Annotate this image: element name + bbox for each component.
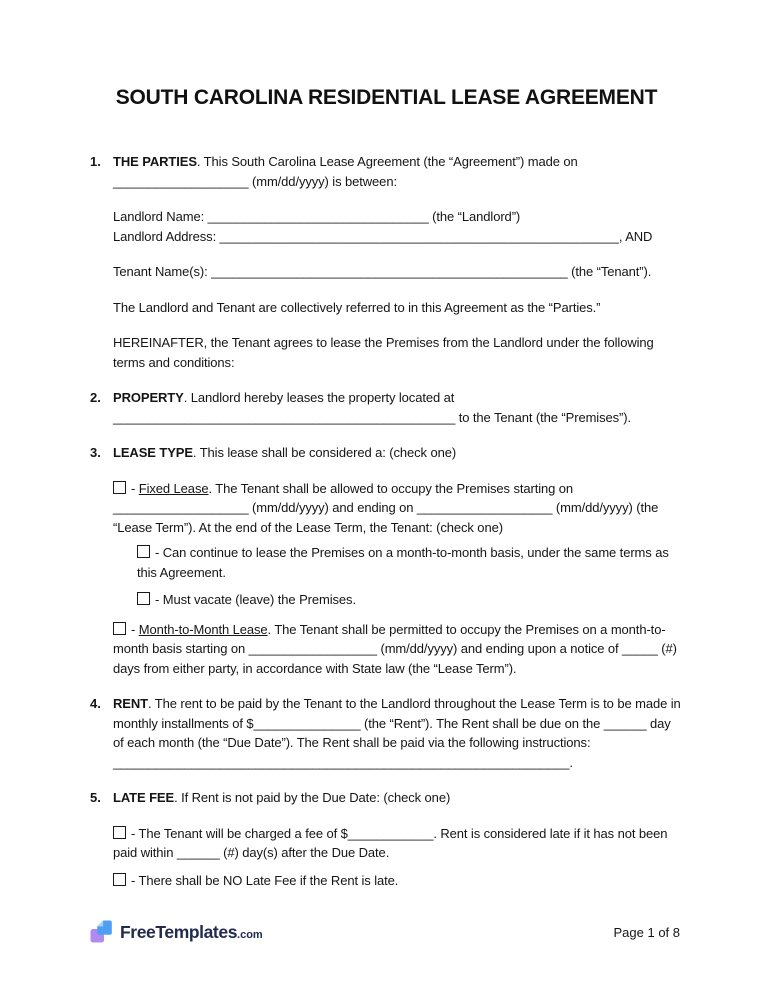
tenant-name-line: Tenant Name(s): __________________________________________________ (the “Tenant”).	[113, 264, 652, 279]
lease-type-intro	[113, 443, 683, 463]
late-fee-charged-text: - The Tenant will be charged a fee of $____________. Rent is considered late if it has not been paid within ______ (#) day(s) after the Due Date.	[113, 825, 668, 860]
landlord-address-line: Landlord Address: ________________________________________________________, AND	[113, 228, 653, 244]
section-number: 1.	[90, 154, 101, 169]
month-to-month-lease-text: . The Tenant shall be permitted to occupy the Premises on a month-to-month basis starting on __________________ (mm/dd/yyyy) and ending upon a notice of _____ (#) days from either party, in accordance with State law (the “Lease Term”).	[113, 621, 677, 676]
section-number: 4.	[90, 696, 101, 711]
section-title: LATE FEE	[113, 790, 175, 805]
option-dash: -	[131, 480, 139, 496]
document-content	[0, 86, 768, 890]
option-dash: -	[131, 621, 139, 637]
section-number: 2.	[90, 390, 101, 405]
landlord-name-line: Landlord Name: _______________________________ (the “Landlord”)	[113, 209, 521, 224]
parties-intro	[113, 152, 683, 191]
option-late-fee-charged	[113, 824, 683, 863]
property-clause-text: . Landlord hereby leases the property located at ________________________________________________ to the Tenant (the “Premises”).	[113, 390, 631, 425]
option-must-vacate	[137, 590, 683, 610]
month-to-month-lease-checkbox[interactable]	[113, 622, 126, 635]
document-title: SOUTH CAROLINA RESIDENTIAL LEASE AGREEMENT	[115, 86, 658, 109]
option-month-to-month-lease	[113, 620, 683, 679]
rent-clause	[113, 694, 683, 772]
section-property	[90, 388, 683, 427]
option-no-late-fee	[113, 871, 683, 891]
section-the-parties	[90, 152, 683, 372]
fixed-lease-text: . The Tenant shall be allowed to occupy the Premises starting on ___________________ (mm/dd/yyyy) and ending on ___________________ (mm/dd/yyyy) (the “Lease Term”). At the end of the Lease Term, the Tenant: (check one)	[113, 480, 659, 535]
continue-month-to-month-checkbox[interactable]	[137, 545, 150, 558]
late-fee-charged-checkbox[interactable]	[113, 826, 126, 839]
section-title: THE PARTIES	[113, 154, 197, 169]
month-to-month-lease-label: Month-to-Month Lease	[138, 621, 268, 637]
fixed-lease-checkbox[interactable]	[113, 481, 126, 494]
section-number: 3.	[90, 445, 101, 460]
no-late-fee-checkbox[interactable]	[113, 873, 126, 886]
late-fee-intro-text: . If Rent is not paid by the Due Date: (check one)	[174, 790, 451, 805]
page-footer	[90, 919, 680, 945]
freetemplates-logo	[90, 919, 263, 945]
section-number: 5.	[90, 790, 101, 805]
section-rent	[90, 694, 683, 772]
lease-type-intro-text: . This lease shall be considered a: (check one)	[192, 445, 457, 460]
page-number: Page 1 of 8	[613, 924, 680, 940]
must-vacate-text: - Must vacate (leave) the Premises.	[155, 592, 356, 607]
section-lease-type	[90, 443, 683, 678]
parties-note: The Landlord and Tenant are collectively referred to in this Agreement as the “Parties.”	[113, 299, 601, 315]
parties-intro-text: . This South Carolina Lease Agreement (the “Agreement”) made on ___________________ (mm/dd/yyyy) is between:	[113, 154, 578, 189]
freetemplates-logo-icon	[90, 919, 113, 945]
property-clause	[113, 388, 683, 427]
brand-suffix: .com	[237, 928, 263, 941]
brand-name: FreeTemplates	[120, 921, 238, 942]
section-title: PROPERTY	[113, 390, 184, 405]
option-fixed-lease	[113, 479, 683, 538]
hereinafter-clause: HEREINAFTER, the Tenant agrees to lease the Premises from the Landlord under the following terms and conditions:	[113, 335, 654, 370]
fixed-lease-label: Fixed Lease	[138, 480, 209, 496]
section-title: LEASE TYPE	[113, 445, 193, 460]
brand-text	[120, 922, 263, 943]
option-continue-month-to-month	[137, 543, 683, 582]
must-vacate-checkbox[interactable]	[137, 592, 150, 605]
late-fee-intro	[113, 788, 683, 808]
section-title: RENT	[113, 696, 148, 711]
continue-month-to-month-text: - Can continue to lease the Premises on a month-to-month basis, under the same terms as this Agreement.	[137, 545, 669, 580]
rent-clause-text: . The rent to be paid by the Tenant to the Landlord throughout the Lease Term is to be made in monthly installments of $_______________ (the “Rent”). The Rent shall be due on the ______ day of each month (the “Due Date”). The Rent shall be paid via the following instructions: ________________________________________________________________.	[113, 696, 681, 770]
section-late-fee	[90, 788, 683, 890]
no-late-fee-text: - There shall be NO Late Fee if the Rent is late.	[131, 872, 399, 888]
